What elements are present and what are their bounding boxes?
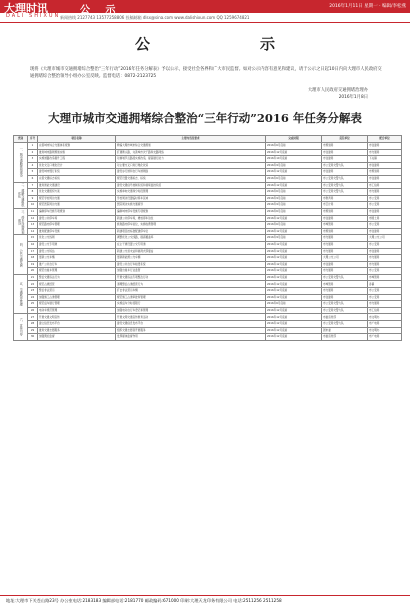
table-cell: 打击非法营运车辆	[116, 288, 266, 295]
table-row	[14, 202, 402, 209]
table-cell: 各镇	[368, 281, 402, 288]
table-row	[14, 314, 402, 321]
category-cell: 六、宣传引导	[14, 314, 28, 340]
table-cell: 建设步行道和自行车道网络	[116, 169, 266, 176]
table-cell: 市公安局交警大队	[322, 307, 368, 314]
table-cell: 市住建局	[322, 149, 368, 156]
table-cell: 优化公交线网	[38, 235, 116, 242]
notice-body: 现将《大理市城市交通拥堵综合整治“三年行动”2016年任务分解表》予以公示，接受社会各界和广大市民监督。如对公示内容有意见和建议，请于公示之日起10日内向大理市人民政府交通拥堵综合整治领导小组办公室反映。监督电话：0872-2123725	[30, 67, 382, 79]
table-cell: 2016年12月底前	[266, 255, 322, 262]
table-cell: 25	[28, 301, 38, 308]
newspaper-logo: 大理时讯	[4, 2, 48, 15]
table-cell: 规范占道经营	[38, 281, 116, 288]
table-row	[14, 334, 402, 341]
table-cell: 规范货车通行管理	[38, 301, 116, 308]
table-cell: 5	[28, 169, 38, 176]
table-cell: 完善交通标志标线	[38, 175, 116, 182]
table-cell: 对拥堵节点路段实施改造，提高通行能力	[116, 156, 266, 163]
table-cell: 2016年6月底前	[266, 143, 322, 150]
table-cell: 市公安局交警大队	[322, 189, 368, 196]
table-cell: 加强施工占道管理	[38, 294, 116, 301]
table-cell: 市公安局	[368, 294, 402, 301]
category-cell: 四、公共交通发展	[14, 235, 28, 275]
table-cell: 2016年12月底前	[266, 228, 322, 235]
category-cell: 一、城市道路规划建设	[14, 143, 28, 183]
table-cell: 17	[28, 248, 38, 255]
table-cell: 推进交通志愿服务	[38, 327, 116, 334]
table-cell: 在主干道设置公交专用道	[116, 241, 266, 248]
table-cell: 市交通局	[368, 149, 402, 156]
table-cell: 20	[28, 268, 38, 275]
table-cell: 市卫计局	[322, 202, 368, 209]
table-cell: 市住建局	[322, 156, 368, 163]
table-cell: 18	[28, 255, 38, 262]
table-cell: 2016年12月底前	[266, 307, 322, 314]
masthead-contacts: 新闻热线 2127743 13577258806 投稿邮箱 dlsx@sina.com www.dalishixun.com QQ 1259674821	[60, 15, 250, 20]
table-cell: 市住建局	[368, 208, 402, 215]
table-cell: 2016年12月底前	[266, 281, 322, 288]
notice-sign-org: 大理市人民政府交通拥堵治理办	[307, 88, 368, 93]
table-cell: 4	[28, 162, 38, 169]
masthead	[0, 0, 410, 24]
table-row	[14, 149, 402, 156]
table-cell: 市交通局	[322, 235, 368, 242]
table-cell: 24	[28, 294, 38, 301]
table-cell: 市交通局	[322, 241, 368, 248]
category-cell: 二、道路交通组织优化	[14, 182, 28, 208]
table-cell: 2016年12月底前	[266, 321, 322, 328]
table-cell: 建设公共停车场	[38, 215, 116, 222]
table-cell: 2016年12月底前	[266, 268, 322, 275]
table-cell: 推进智能交通建设	[38, 182, 116, 189]
table-cell: 市公安局	[368, 195, 402, 202]
table-cell: 市委宣传部	[322, 334, 368, 341]
table-cell: 2016年12月底前	[266, 215, 322, 222]
table-cell: 对主要交叉口进行渠化改造	[116, 162, 266, 169]
table-cell: 大理公交公司	[368, 235, 402, 242]
table-cell: 市公安局交警大队	[322, 274, 368, 281]
table-row	[14, 261, 402, 268]
table-header-row	[14, 136, 402, 143]
table-cell: 加强电动自行车登记和管理	[116, 307, 266, 314]
table-cell: 29	[28, 327, 38, 334]
table-cell: 规范设置交通标志、标线	[116, 175, 266, 182]
table-cell: 建设城市慢行系统	[38, 169, 116, 176]
table-cell: 调整优化公交线路，提高覆盖率	[116, 235, 266, 242]
table-cell: 团市委	[322, 327, 368, 334]
table-cell: 2016年12月底前	[266, 288, 322, 295]
table-cell: 2016年12月底前	[266, 248, 322, 255]
table-cell: 21	[28, 274, 38, 281]
table-cell: 实施道路改造提升工程	[38, 156, 116, 163]
table-cell: 发挥媒体监督作用	[116, 334, 266, 341]
table-cell: 市住建局	[368, 248, 402, 255]
table-cell: 2016年12月底前	[266, 274, 322, 281]
table-cell: 市交通局	[322, 268, 368, 275]
table-cell: 规范学校周边交通	[38, 195, 116, 202]
table-cell: 建设交通信号控制系统和视频监控系统	[116, 182, 266, 189]
table-cell: 19	[28, 261, 38, 268]
table-cell: 市广电局	[368, 334, 402, 341]
table-row	[14, 327, 402, 334]
table-cell: 1	[28, 143, 38, 150]
table-cell: 规范路内停车管理	[38, 222, 116, 229]
table-cell: 2016年10月底前	[266, 156, 322, 163]
table-cell: 市住建局	[322, 294, 368, 301]
table-cell: 市交通局	[368, 255, 402, 262]
table-cell: 2016年12月底前	[266, 327, 322, 334]
table-cell: 2016年6月底前	[266, 208, 322, 215]
table-row	[14, 143, 402, 150]
masthead-rule	[0, 22, 410, 23]
table-cell: 市教育局	[322, 195, 368, 202]
newspaper-logo-sub: DALI SHIXUN	[6, 13, 61, 19]
table-cell: 市公安局	[368, 222, 402, 229]
table-header-cell: 类别	[14, 136, 28, 143]
table-title: 大理市城市交通拥堵综合整治“三年行动”2016 年任务分解表	[48, 111, 362, 125]
table-row	[14, 195, 402, 202]
table-cell: 开展交通违法专项整治行动	[116, 274, 266, 281]
table-cell: 市城管局	[368, 274, 402, 281]
table-cell: 施划路内停车泊位，实施收费管理	[116, 222, 266, 229]
table-cell: 市公安局	[368, 268, 402, 275]
table-cell: 2016年9月底前	[266, 235, 322, 242]
table-row	[14, 175, 402, 182]
table-cell: 市住建局	[322, 261, 368, 268]
category-cell: 五、交通秩序管理	[14, 274, 28, 314]
table-cell: 7	[28, 182, 38, 189]
table-header-cell: 序号	[28, 136, 38, 143]
table-cell: 28	[28, 321, 38, 328]
table-row	[14, 189, 402, 196]
table-cell: 市公安局交警大队	[322, 182, 368, 189]
table-cell: 市公安局交警大队	[322, 321, 368, 328]
table-row	[14, 182, 402, 189]
table-cell: 市交通局	[368, 301, 402, 308]
table-row	[14, 281, 402, 288]
table-cell: 下关镇	[368, 156, 402, 163]
table-cell: 推进城市路网规划实施	[38, 149, 116, 156]
table-cell: 2016年9月底前	[266, 202, 322, 209]
table-cell: 市住建局	[322, 169, 368, 176]
table-cell: 市规划局	[322, 143, 368, 150]
page-footer: 地址:大理市下关苍山路23号 办公室电话:2183183 编辑部电话:2181770 邮政编码:671000 印刷:大理天龙印务有限公司 电话:2511256 2511258	[0, 595, 410, 607]
table-cell: 市公安局	[368, 241, 402, 248]
table-cell: 市规划局	[368, 169, 402, 176]
table-cell: 市公安局交警大队	[322, 175, 368, 182]
table-cell: 市住建局	[368, 143, 402, 150]
table-row	[14, 307, 402, 314]
table-cell: 11	[28, 208, 38, 215]
table-cell: 建设公交专用道	[38, 241, 116, 248]
table-cell: 市城管局	[322, 281, 368, 288]
table-cell: 建立信息发布平台	[38, 321, 116, 328]
table-row	[14, 248, 402, 255]
table-cell: 9	[28, 195, 38, 202]
table-cell: 建设公交场站	[38, 248, 116, 255]
table-cell: 新建项目按标准配建停车位	[116, 228, 266, 235]
table-cell: 优化交叉口渠化设计	[38, 162, 116, 169]
table-cell: 实施货车分时段限行	[116, 301, 266, 308]
table-row	[14, 301, 402, 308]
table-cell: 建设公共自行车租赁系统	[116, 261, 266, 268]
table-cell: 2016年12月底前	[266, 294, 322, 301]
table-cell: 6	[28, 175, 38, 182]
table-cell: 加强舆论监督	[38, 334, 116, 341]
table-cell: 市住建局	[368, 162, 402, 169]
table-cell: 2016年12月底前	[266, 169, 322, 176]
table-cell: 规范施工占道审批和管理	[116, 294, 266, 301]
table-cell: 规范医院周边交通	[38, 202, 116, 209]
table-cell: 更新新能源公交车辆	[116, 255, 266, 262]
table-cell: 12	[28, 215, 38, 222]
table-header-cell: 责任单位	[322, 136, 368, 143]
table-cell: 市委宣传部	[322, 314, 368, 321]
table-cell: 市文明办	[368, 327, 402, 334]
table-cell: 市公安局	[368, 288, 402, 295]
table-cell: 新建公交首末站和港湾式停靠站	[116, 248, 266, 255]
table-cell: 市交通局	[368, 189, 402, 196]
table-cell: 2016年12月底前	[266, 261, 322, 268]
notice-signature	[308, 87, 368, 101]
table-cell: 修编大理市城市综合交通规划	[116, 143, 266, 150]
table-row	[14, 321, 402, 328]
table-row	[14, 169, 402, 176]
table-row	[14, 162, 402, 169]
table-cell: 市公安局交警大队	[322, 162, 368, 169]
table-row	[14, 208, 402, 215]
table-cell: 2016年6月底前	[266, 175, 322, 182]
table-row	[14, 268, 402, 275]
table-cell: 22	[28, 281, 38, 288]
table-cell: 26	[28, 307, 38, 314]
table-header-cell: 主要内容及要求	[116, 136, 266, 143]
table-cell: 市公安局	[368, 202, 402, 209]
table-cell: 规范出租车管理	[38, 268, 116, 275]
table-cell: 整治非法营运	[38, 288, 116, 295]
table-cell: 市公安局交警大队	[322, 301, 368, 308]
notice-sign-date: 2016年1月8日	[338, 95, 368, 100]
table-cell: 16	[28, 241, 38, 248]
table-row	[14, 274, 402, 281]
section-name: 公 示	[80, 5, 122, 16]
table-cell: 23	[28, 288, 38, 295]
table-row	[14, 255, 402, 262]
table-row	[14, 156, 402, 163]
table-cell: 学校周边设置临时停车区域	[116, 195, 266, 202]
table-row	[14, 222, 402, 229]
table-cell: 2016年9月底前	[266, 162, 322, 169]
table-cell: 市城管局	[322, 222, 368, 229]
notice-title: 公示	[134, 35, 385, 53]
table-cell: 推进配建停车设施	[38, 228, 116, 235]
table-cell: 整治交通违法行为	[38, 274, 116, 281]
table-cell: 2016年12月底前	[266, 334, 322, 341]
table-cell: 优化交通组织方案	[38, 189, 116, 196]
table-cell: 编制停车设施专项规划	[38, 208, 116, 215]
table-row	[14, 228, 402, 235]
table-cell: 2	[28, 149, 38, 156]
table-cell: 开展文明交通宣传教育活动	[116, 314, 266, 321]
table-cell: 市国土局	[368, 215, 402, 222]
table-cell: 清理整治占道经营行为	[116, 281, 266, 288]
table-cell: 2016年12月底前	[266, 182, 322, 189]
table-cell: 市交通局	[322, 248, 368, 255]
table-header-cell: 配合单位	[368, 136, 402, 143]
table-cell: 市广电局	[368, 321, 402, 328]
table-cell: 2016年12月底前	[266, 149, 322, 156]
table-cell: 开展交通文明宣传	[38, 314, 116, 321]
table-cell: 8	[28, 189, 38, 196]
table-row	[14, 215, 402, 222]
table-cell: 3	[28, 156, 38, 163]
table-row	[14, 294, 402, 301]
category-cell: 三、停车设施规划建设	[14, 208, 28, 234]
table-cell: 2016年12月底前	[266, 314, 322, 321]
table-row	[14, 241, 402, 248]
table-cell: 15	[28, 235, 38, 242]
table-cell: 电动车规范管理	[38, 307, 116, 314]
table-header-cell: 完成时限	[266, 136, 322, 143]
table-cell: 2016年12月底前	[266, 241, 322, 248]
table-cell: 市住建局	[368, 175, 402, 182]
table-cell: 2016年6月底前	[266, 222, 322, 229]
table-cell: 完善城市综合交通体系规划	[38, 143, 116, 150]
table-cell: 市工信局	[368, 307, 402, 314]
table-cell: 市工信局	[368, 182, 402, 189]
table-cell: 新建公共停车场，增加停车泊位	[116, 215, 266, 222]
table-cell: 13	[28, 222, 38, 229]
table-cell: 市文明办	[368, 314, 402, 321]
table-header-cell: 项目名称	[38, 136, 116, 143]
table-cell: 实施单向交通和分时段管理	[116, 189, 266, 196]
issue-date: 2016年1月11日 星期一 · 编辑/李松燕	[329, 4, 406, 9]
table-cell: 推广公共自行车	[38, 261, 116, 268]
table-cell: 30	[28, 334, 38, 341]
table-cell: 组织交通志愿者开展服务	[116, 327, 266, 334]
table-cell: 更新公交车辆	[38, 255, 116, 262]
table-cell: 27	[28, 314, 38, 321]
table-cell: 建设交通信息发布平台	[116, 321, 266, 328]
table-cell: 14	[28, 228, 38, 235]
table-cell: 医院周边实施交通疏导	[116, 202, 266, 209]
table-cell: 编制城市停车设施专项规划	[116, 208, 266, 215]
table-cell: 打通断头路，完善城市次干路和支路网络	[116, 149, 266, 156]
task-table	[13, 135, 402, 341]
table-cell: 2016年9月底前	[266, 195, 322, 202]
table-cell: 2016年6月底前	[266, 189, 322, 196]
table-row	[14, 288, 402, 295]
table-cell: 市交通局	[368, 261, 402, 268]
table-cell: 10	[28, 202, 38, 209]
table-cell: 市住建局	[322, 215, 368, 222]
table-cell: 2016年6月底前	[266, 301, 322, 308]
table-cell: 市住建局	[368, 228, 402, 235]
table-cell: 市规划局	[322, 228, 368, 235]
table-cell: 加强出租车行业监管	[116, 268, 266, 275]
table-row	[14, 235, 402, 242]
table-cell: 市规划局	[322, 208, 368, 215]
table-cell: 大理公交公司	[322, 255, 368, 262]
table-cell: 市交通局	[322, 288, 368, 295]
